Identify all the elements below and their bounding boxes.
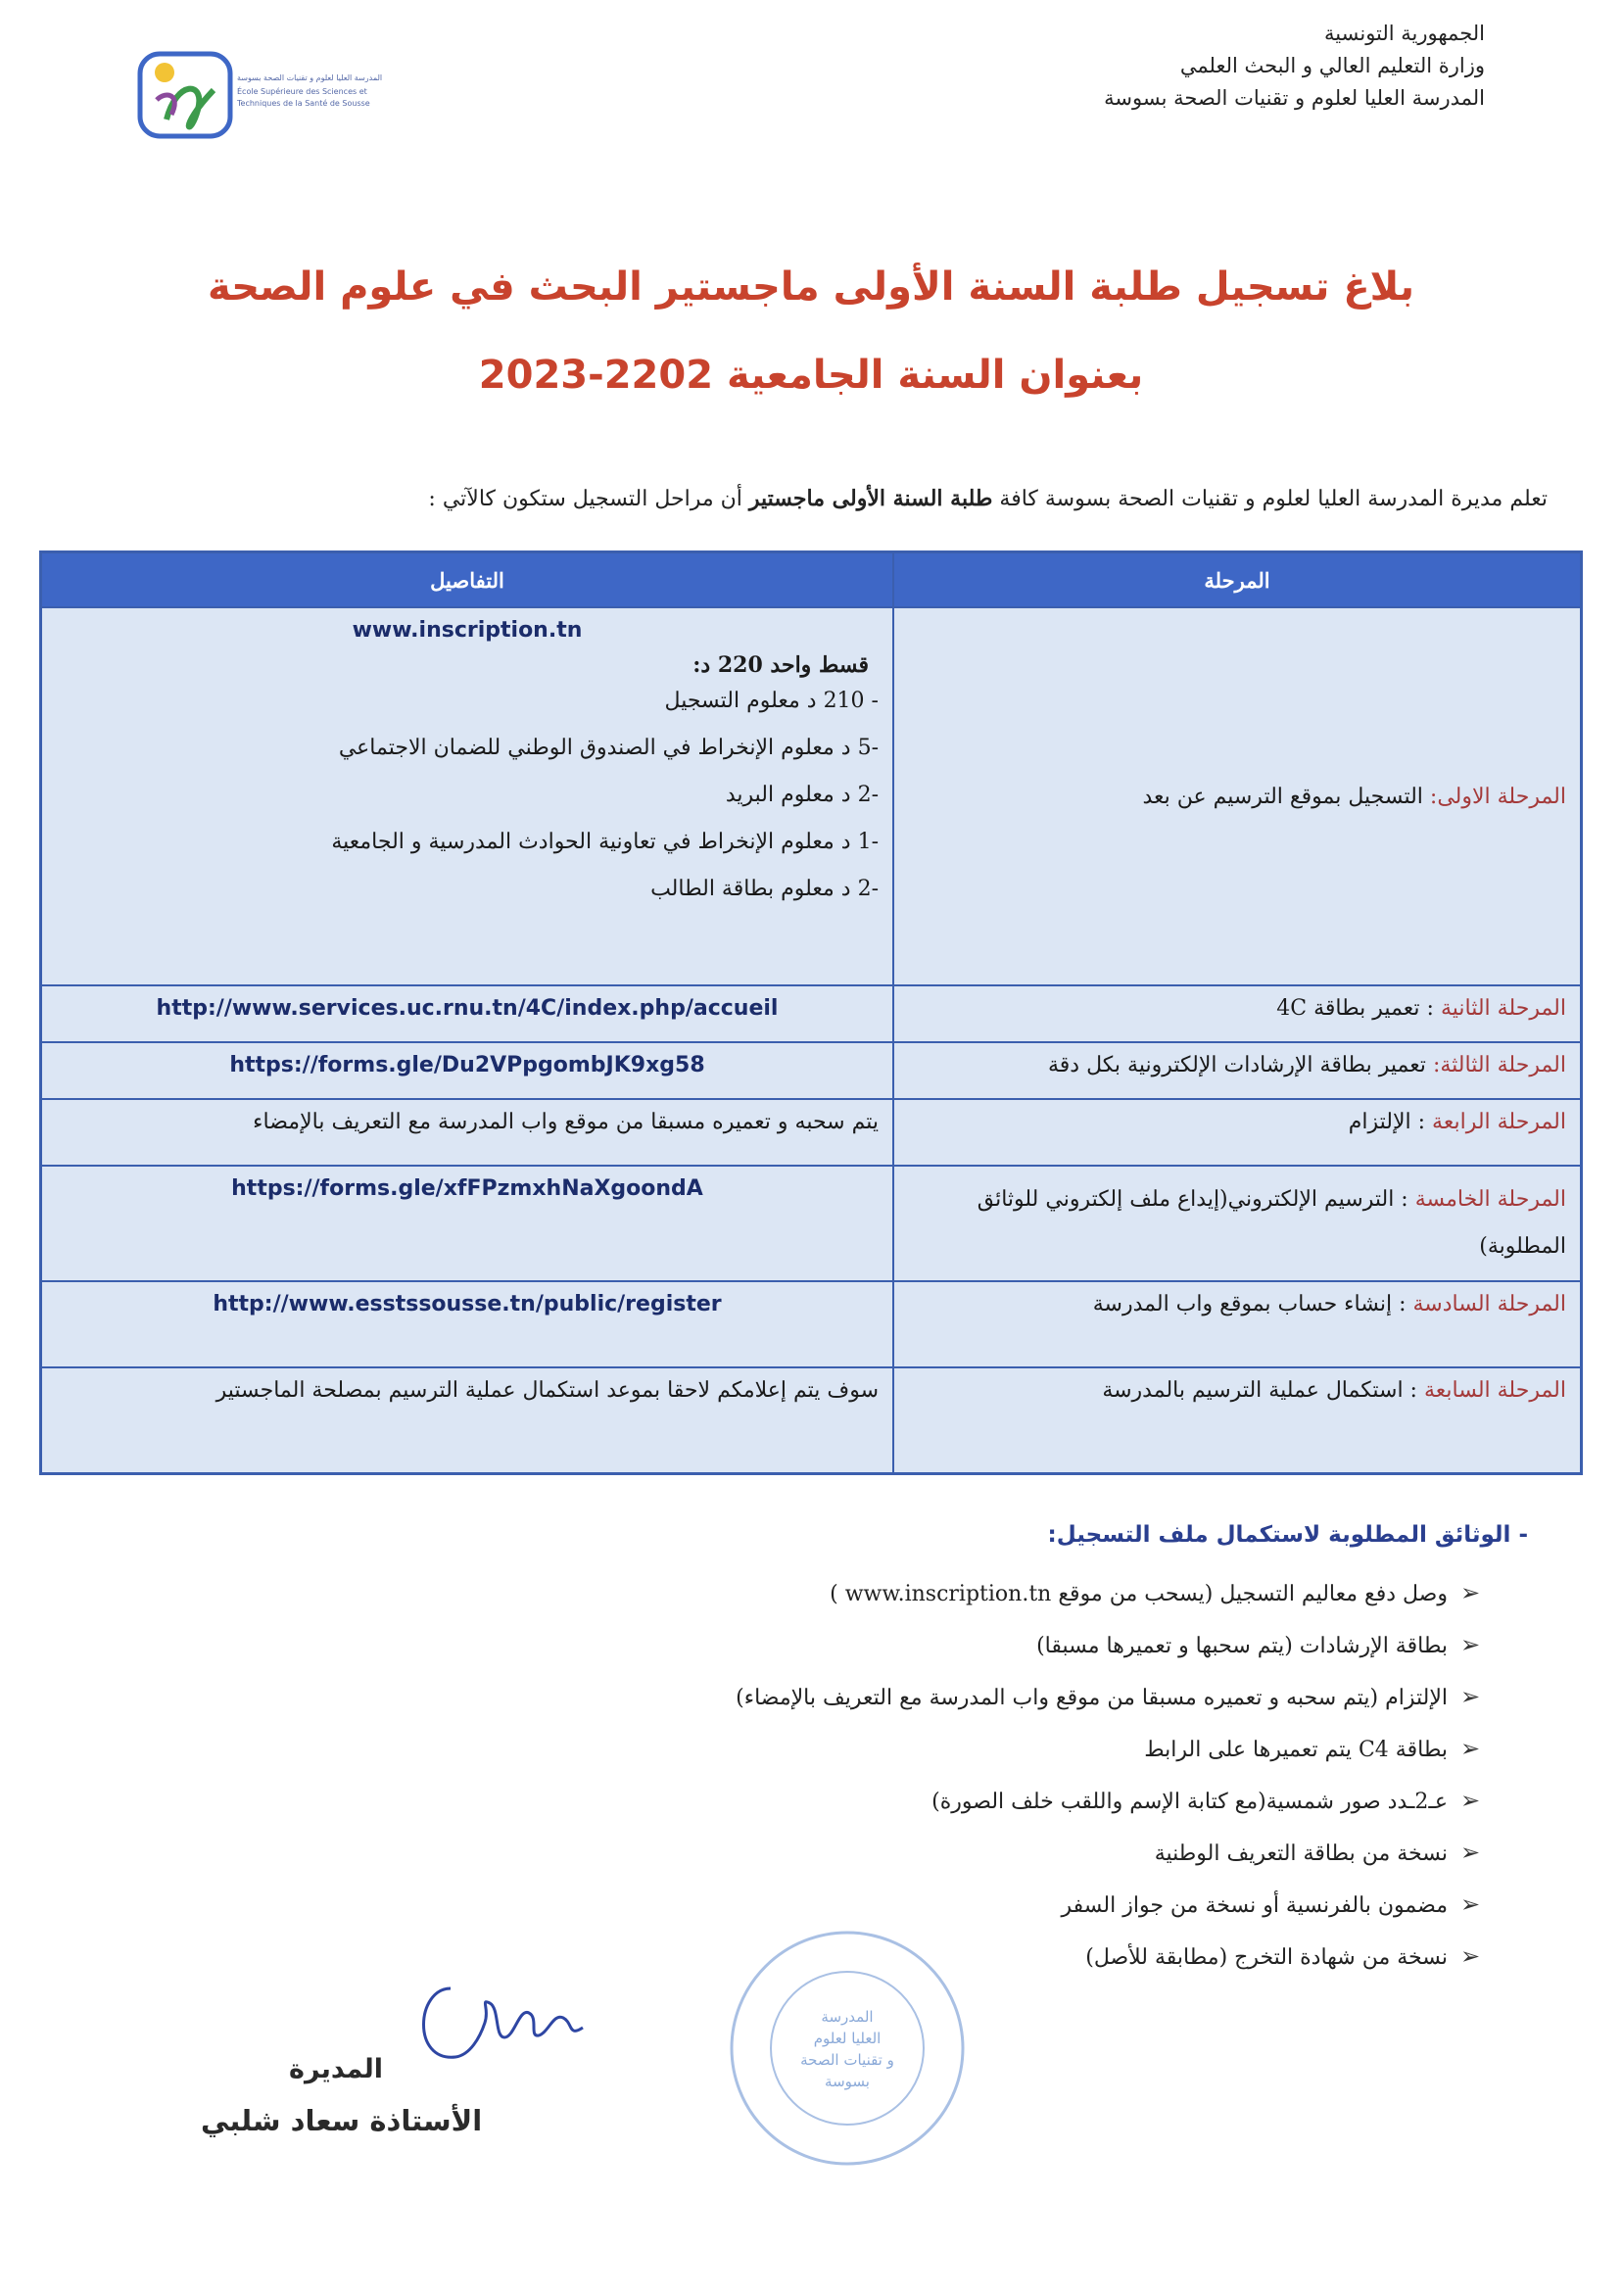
stage-name: المرحلة الرابعة [1432, 1110, 1566, 1134]
stage-name: المرحلة الثالثة: [1432, 1053, 1566, 1077]
stage-description: : الترسيم الإلكتروني(إيداع ملف إلكتروني للوثائق المطلوبة) [977, 1187, 1566, 1259]
details-cell [41, 607, 894, 985]
title-line-1: بلاغ تسجيل طلبة السنة الأولى ماجستير البحث في علوم الصحة [207, 264, 1415, 310]
page-title [147, 243, 1475, 419]
header-line: المدرسة العليا لعلوم و تقنيات الصحة بسوسة [1104, 86, 1485, 110]
school-register-link[interactable]: http://www.esstssousse.tn/public/register [213, 1292, 722, 1316]
table-row [41, 1042, 1582, 1099]
fee-item: - 210 د معلوم التسجيل [664, 689, 879, 713]
stage-name: المرحلة الثانية [1440, 996, 1566, 1021]
stamp-text [784, 2006, 911, 2092]
document-item: عـ2ـدد صور شمسية(مع كتابة الإسم واللقب خلف الصورة) [931, 1790, 1448, 1814]
arrow-bullet-icon: ➢ [1459, 1942, 1481, 1970]
intro-text: تعلم مديرة المدرسة العليا لعلوم و تقنيات الصحة بسوسة كافة [999, 487, 1548, 511]
table-row [41, 1099, 1582, 1166]
fee-item: -1 د معلوم الإنخراط في تعاونية الحوادث المدرسية و الجامعية [331, 830, 879, 854]
header-line: الجمهورية التونسية [1324, 22, 1485, 45]
list-item [736, 1827, 1485, 1879]
stage-description: : إنشاء حساب بموقع واب المدرسة [1092, 1292, 1413, 1316]
stage-description: تعمير بطاقة الإرشادات الإلكترونية بكل دقة [1048, 1053, 1433, 1077]
signatory-name: الأستاذة سعاد شلبي [201, 2104, 483, 2137]
intro-bold-text: طلبة السنة الأولى ماجستير [748, 486, 993, 511]
stamp-line: بسوسة [825, 2073, 870, 2090]
details-cell [41, 1099, 894, 1166]
required-documents-heading: - الوثائق المطلوبة لاستكمال ملف التسجيل: [1047, 1522, 1528, 1548]
stage-description: : الإلتزام [1348, 1110, 1433, 1134]
stage-cell [893, 1281, 1582, 1367]
table-header-row [41, 552, 1582, 608]
stage-cell [893, 1367, 1582, 1473]
header-line: وزارة التعليم العالي و البحث العلمي [1179, 54, 1485, 77]
table-row [41, 607, 1582, 985]
fee-title: قسط واحد 220 د: [692, 652, 869, 678]
guidance-form-link[interactable]: https://forms.gle/Du2VPpgombJK9xg58 [229, 1053, 705, 1077]
details-cell [41, 1042, 894, 1099]
logo-text: المدرسة العليا لعلوم و تقنيات الصحة بسوسة [237, 73, 383, 82]
handwritten-signature [411, 1969, 607, 2077]
details-cell [41, 985, 894, 1042]
registration-stages-table [39, 550, 1583, 1475]
document-item: نسخة من بطاقة التعريف الوطنية [1154, 1842, 1448, 1866]
arrow-bullet-icon: ➢ [1459, 1787, 1481, 1814]
intro-text: أن مراحل التسجيل ستكون كالآتي : [428, 487, 742, 511]
details-text: يتم سحبه و تعميره مسبقا من موقع واب المدرسة مع التعريف بالإمضاء [253, 1110, 879, 1134]
table-row [41, 985, 1582, 1042]
stage-cell [893, 985, 1582, 1042]
stage-cell [893, 607, 1582, 985]
document-item: وصل دفع معاليم التسجيل (يسحب من موقع www.inscription.tn ) [830, 1582, 1448, 1606]
stage-description: : استكمال عملية الترسيم بالمدرسة [1102, 1378, 1424, 1403]
arrow-bullet-icon: ➢ [1459, 1683, 1481, 1710]
stage-cell [893, 1042, 1582, 1099]
arrow-bullet-icon: ➢ [1459, 1839, 1481, 1866]
list-item [736, 1879, 1485, 1931]
arrow-bullet-icon: ➢ [1459, 1579, 1481, 1606]
logo-text: École Supérieure des Sciences et [237, 87, 367, 96]
list-item [736, 1775, 1485, 1827]
table-row [41, 1166, 1582, 1281]
column-header-details: التفاصيل [41, 552, 894, 608]
list-item [736, 1567, 1485, 1619]
details-cell [41, 1166, 894, 1281]
signatory-role: المديرة [289, 2054, 383, 2084]
stage-cell [893, 1099, 1582, 1166]
stage-name: المرحلة السادسة [1412, 1292, 1566, 1316]
intro-paragraph [196, 486, 1548, 511]
stage-description: : تعمير بطاقة 4C [1276, 996, 1441, 1021]
stage-name: المرحلة الاولى: [1429, 784, 1566, 809]
fee-item: -2 د معلوم بطاقة الطالب [650, 877, 879, 901]
stamp-line: العليا لعلوم [813, 2030, 882, 2047]
fee-item: -2 د معلوم البريد [725, 783, 879, 807]
stamp-line: المدرسة [821, 2008, 874, 2026]
stage-name: المرحلة الخامسة [1414, 1187, 1566, 1212]
document-item: الإلتزام (يتم سحبه و تعميره مسبقا من موقع واب المدرسة مع التعريف بالإمضاء) [736, 1686, 1448, 1710]
arrow-bullet-icon: ➢ [1459, 1631, 1481, 1658]
details-cell [41, 1367, 894, 1473]
stage-name: المرحلة السابعة [1423, 1378, 1566, 1403]
document-item: بطاقة الإرشادات (يتم سحبها و تعميرها مسبقا) [1036, 1634, 1448, 1658]
stage-cell [893, 1166, 1582, 1281]
logo-text: Techniques de la Santé de Sousse [237, 99, 370, 108]
document-item: مضمون بالفرنسية أو نسخة من جواز السفر [1061, 1893, 1448, 1918]
column-header-stage: المرحلة [893, 552, 1582, 608]
inscription-link[interactable]: www.inscription.tn [352, 618, 583, 643]
document-item: بطاقة C4 يتم تعميرها على الرابط [1144, 1738, 1448, 1762]
list-item [736, 1619, 1485, 1671]
details-cell [41, 1281, 894, 1367]
electronic-file-form-link[interactable]: https://forms.gle/xfFPzmxhNaXgoondA [231, 1176, 703, 1201]
stage-description: التسجيل بموقع الترسيم عن بعد [1142, 784, 1430, 809]
header-institution [1104, 18, 1485, 115]
document-item: نسخة من شهادة التخرج (مطابقة للأصل) [1085, 1945, 1448, 1970]
fee-item: -5 د معلوم الإنخراط في الصندوق الوطني للضمان الاجتماعي [338, 736, 879, 760]
school-logo [137, 51, 388, 139]
stamp-line: و تقنيات الصحة [800, 2051, 894, 2069]
list-item [736, 1671, 1485, 1723]
services-4c-link[interactable]: http://www.services.uc.rnu.tn/4C/index.php/accueil [156, 996, 779, 1021]
details-text: سوف يتم إعلامكم لاحقا بموعد استكمال عملية الترسيم بمصلحة الماجستير [215, 1378, 879, 1403]
arrow-bullet-icon: ➢ [1459, 1735, 1481, 1762]
table-row [41, 1367, 1582, 1473]
arrow-bullet-icon: ➢ [1459, 1890, 1481, 1918]
required-documents-list [736, 1567, 1485, 1983]
title-line-2: بعنوان السنة الجامعية 2202-2023 [478, 353, 1144, 398]
table-row [41, 1281, 1582, 1367]
list-item [736, 1723, 1485, 1775]
